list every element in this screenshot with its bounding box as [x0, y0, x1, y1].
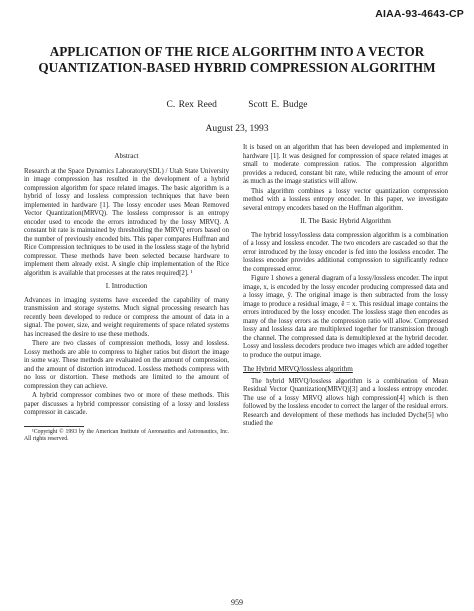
mrvq-subheading: The Hybrid MRVQ/lossless algorithm — [243, 365, 353, 373]
author-name: C. Rex Reed — [166, 100, 217, 110]
copyright-footnote: ¹Copyright © 1993 by the American Institute of Aeronautics and Astronautics, Inc. All rights reserved. — [24, 428, 229, 442]
paper-date: August 23, 1993 — [205, 124, 269, 134]
paragraph: The hybrid lossy/lossless data compression algorithm is a combination of a lossy and lossless encoder. The two encoders are cascaded so that the error introduced by the lossy encoder is fed into the lossless encoder. The lossless encoder provides additional compression to significantly reduce the compressed error. — [243, 231, 448, 273]
abstract-heading: Abstract — [114, 152, 139, 160]
abstract-text: Research at the Space Dynamics Laboratory(SDL) / Utah State University in image compression has resulted in the development of a hybrid compression algorithm for space related images. The basic algorithm is a hybrid of lossy and lossless compression techniques that have been implemented in hardware [1]. The lossy encoder uses Mean Removed Vector Quantization(MRVQ). The lossless compressor is an entropy encoder used to encode the errors introduced by the lossy MRVQ. A constant bit rate is maintained by thresholding the MRVQ errors based on the number of previously encoded bits. This paper compares Huffman and Rice Compression techniques to be used in the lossless stage of the hybrid compressor. These methods have been selected because hardware to implement them already exist. A single chip implementation of the Rice algorithm is available that processes at the rates required[2]. ¹ — [24, 167, 229, 277]
paragraph: Advances in imaging systems have exceeded the capability of many transmission and storage systems. Much signal processing research has recently been developed to reduce or compress the amount of data in a signal. The power, size, and weight requirements of space related systems has increased the desire to use these methods. — [24, 296, 229, 338]
basic-hybrid-heading: II. The Basic Hybrid Algorithm — [300, 217, 391, 225]
right-column — [243, 144, 448, 584]
paragraph: There are two classes of compression methods, lossy and lossless. Lossy methods are able to compress to higher ratios but distort the image in some way. These methods are evaluated on the amount of compression, and the amount of distortion introduced. Lossless methods compress with no loss or distortion. These methods are limited to the amount of compression they can achieve. — [24, 340, 229, 390]
paragraph: The hybrid MRVQ/lossless algorithm is a combination of Mean Residual Vector Quantization(MRVQ)[3] and a lossless entropy encoder. The use of a lossy MRVQ allows high compression[4] which is then followed by the lossless encoder to correct the larger of the residual errors. Research and development of these methods has included Dyche[5] who studied the — [243, 377, 448, 427]
author-list — [0, 100, 474, 110]
document-id: AIAA-93-4643-CP — [375, 8, 464, 20]
page-number: 959 — [231, 598, 243, 607]
paragraph: A hybrid compressor combines two or more of these methods. This paper discusses a hybrid compressor consisting of a lossy and lossless compressor in cascade. — [24, 392, 229, 416]
paper-title: APPLICATION OF THE RICE ALGORITHM INTO A VECTOR QUANTIZATION-BASED HYBRID COMPRESSION ALGORITHM — [38, 44, 436, 75]
paragraph: This algorithm combines a lossy vector quantization compression method with a lossless entropy encoder. In this paper, we investigate several entropy encoders based on the Huffman algorithm. — [243, 187, 448, 212]
footnote-divider — [24, 426, 84, 427]
paragraph: It is based on an algorithm that has been developed and implemented in hardware [1]. It was designed for compression of space related images at small to moderate compression ratios. The compression algorithm provides a reduced, constant bit rate, while reducing the amount of error as much as the image statistics will allow. — [243, 144, 448, 185]
author-name: Scott E. Budge — [248, 100, 308, 110]
paragraph: Figure 1 shows a general diagram of a lossy/lossless encoder. The input image, x, is encoded by the lossy encoder producing compressed data and a lossy image, ŷ. The original image is then subtracted from the lossy image to produce a residual image, ê = x. This residual image contains the errors introduced by the lossy encoder. The lossless stage then encodes as many of the lossy errors as the compression ratio will allow. Compressed lossy and lossless data are multiplexed together for transmission through the channel. The compressed data is demultiplexed at the hybrid decoder. Lossy and lossless decoders produce two images which are added together to produce the output image. — [243, 275, 448, 359]
introduction-heading: I. Introduction — [105, 282, 148, 290]
left-column — [24, 146, 229, 586]
